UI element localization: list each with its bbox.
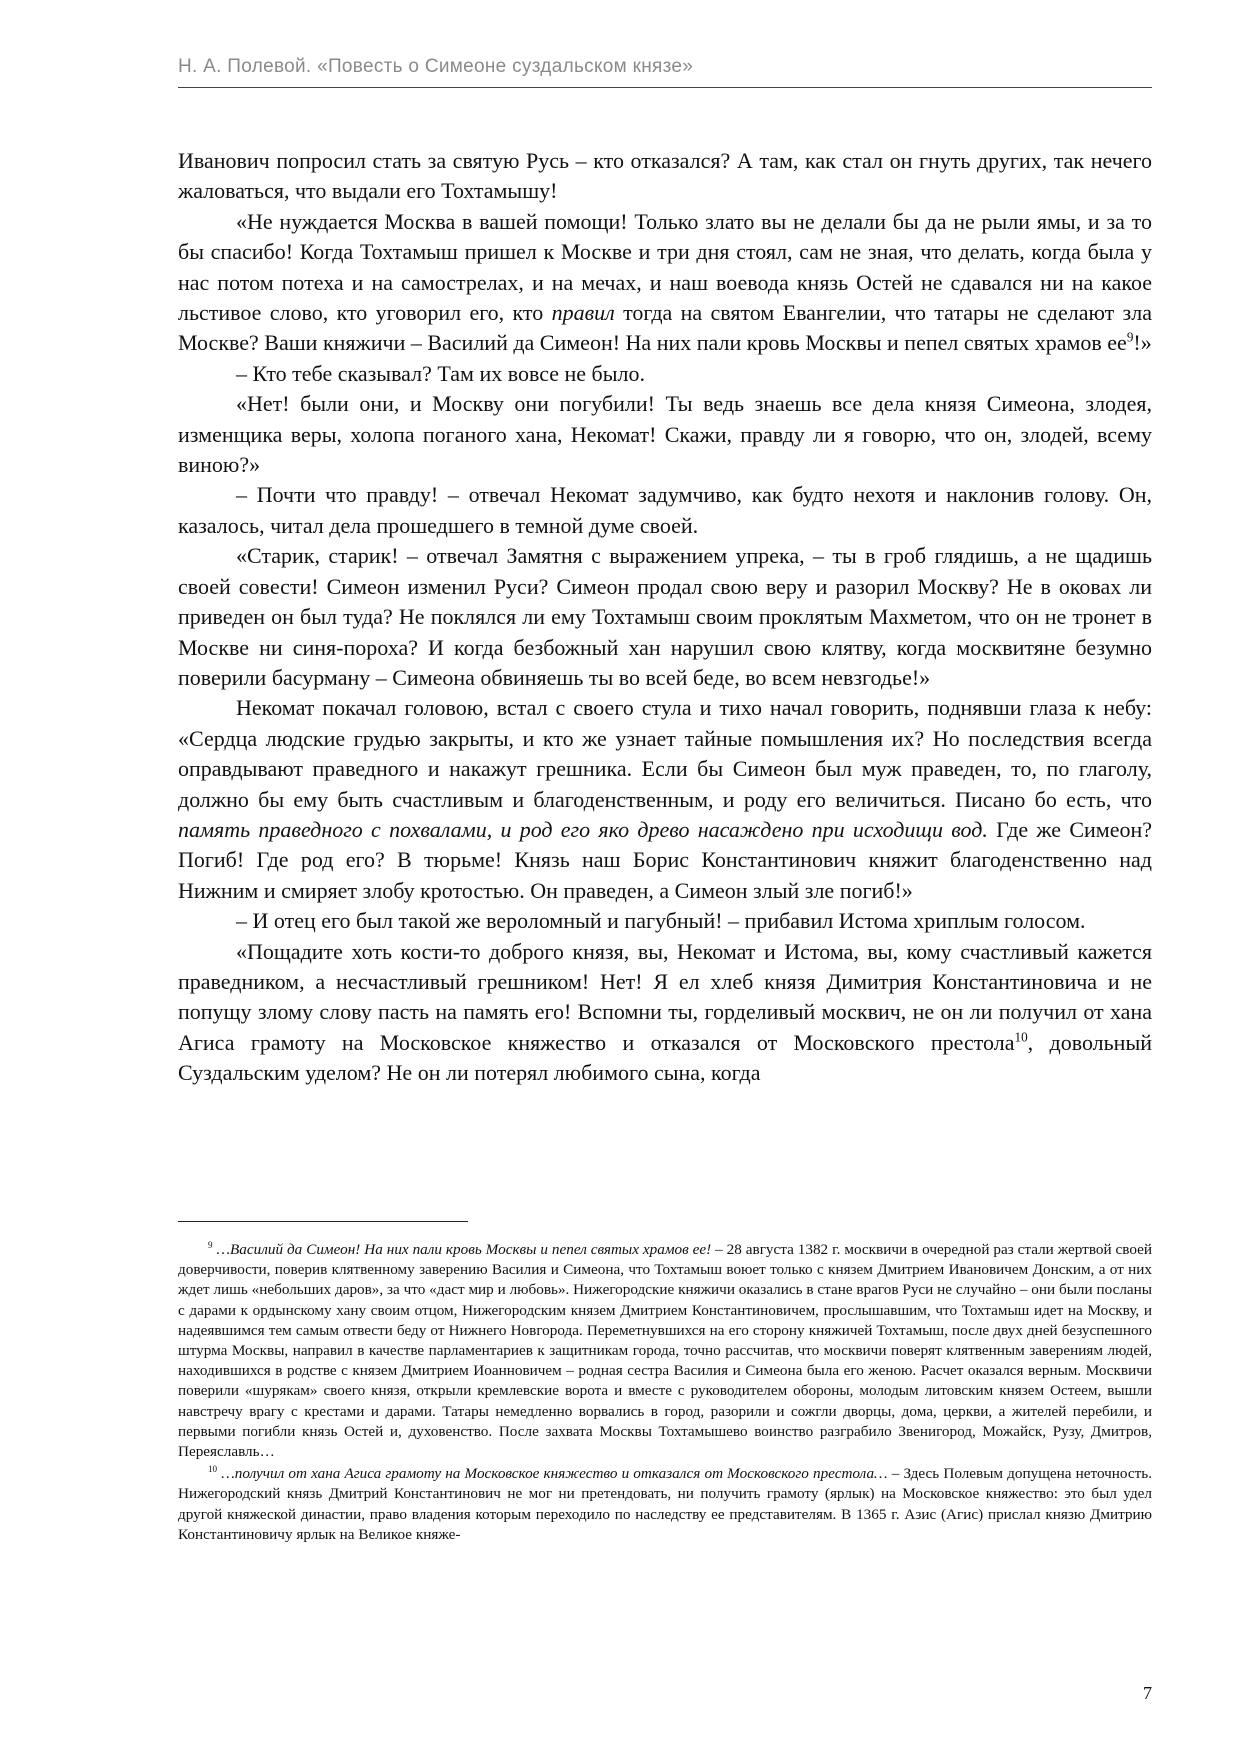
paragraph-text: – Почти что правду! – отвечал Некомат задумчиво, как будто нехотя и наклонив голову. Он, казалось, читал дела прошедшего в темной думе своей.	[178, 482, 1152, 538]
footnote-10	[178, 1464, 1152, 1545]
footnote-quote: …получил от хана Агиса грамоту на Московское княжество и отказался от Московского престола…	[221, 1465, 888, 1483]
paragraph	[178, 207, 1152, 359]
paragraph-text: – И отец его был такой же вероломный и пагубный! – прибавил Истома хриплым голосом.	[236, 908, 1086, 934]
paragraph	[178, 906, 1152, 936]
footnotes	[178, 1240, 1152, 1547]
footnote-ref-10[interactable]: 10	[1014, 1029, 1028, 1045]
paragraph-text: «Старик, старик! – отвечал Замятня с выражением упрека, – ты в гроб глядишь, а не щадишь своей совести! Симеон изменил Руси? Симеон продал свою веру и разорил Москву? Не в оковах ли приведен он был туда? Не поклялся ли ему Тохтамыш своим проклятым Махметом, что он не тронет в Москве ни синя-пороха? И когда безбожный хан нарушил свою клятву, когда москвитяне безумно поверили басурману – Симеона обвиняешь ты во всей беде, во всем невзгодье!»	[178, 543, 1152, 690]
paragraph-text: !»	[1133, 330, 1152, 356]
footnote-text: – 28 августа 1382 г. москвичи в очередной раз стали жертвой своей доверчивости, поверив клятвенному заверению Василия и Симеона, что Тохтамыш воюет только с князем Дмитрием Ивановичем Донским, а от них ждет лишь «небольших даров», за что «даст мир и любовь». Нижегородские княжичи оказались в стане врагов Руси не случайно – они были посланы с дарами к ордынскому хану своим отцом, Нижегородским князем Дмитрием Константиновичем, прослышавшим, что Тохтамыш идет на Москву, и надеявшимся тем самым отвести беду от Нижнего Новгорода. Переметнувшихся на его сторону княжичей Тохтамыш, после двух дней безуспешного штурма Москвы, направил в качестве парламентариев к защитникам города, точно рассчитав, что москвичи поверят клятвенным заверениям людей, находившихся в родстве с князем Дмитрием Иоанновичем – родная сестра Василия и Симеона была его женою. Расчет оказался верным. Москвичи поверили «шурякам» своего князя, открыли кремлевские ворота и вместе с руководителем обороны, молодым литовским князем Остеем, вышли навстречу врагу с крестами и дарами. Татары немедленно ворвались в город, разорили и сожгли дворцы, дома, церкви, а жителей перебили, и первыми погибли князь Остей и, духовенство. После захвата Москвы Тохтамышево воинство разграбило Звенигород, Можайск, Рузу, Дмитров, Переяславль…	[178, 1241, 1153, 1461]
footnote-number: 10	[208, 1464, 218, 1475]
paragraph-text: Иванович попросил стать за святую Русь – кто отказался? А там, как стал он гнуть других, так нечего жаловаться, что выдали его Тохтамышу!	[178, 148, 1152, 204]
paragraph-text: тогда на святом Евангелии, что татары не сделают зла Москве? Ваши княжичи – Василий да Симеон! На них пали кровь Москвы и пепел святых храмов ее	[178, 300, 1152, 356]
paragraph	[178, 480, 1152, 541]
paragraph-text: Где же Симеон? Погиб! Где род его? В тюрьме! Князь наш Борис Константинович княжит благоденственно над Нижним и смиряет злобу кротостью. Он праведен, а Симеон злый зле погиб!»	[178, 816, 1152, 903]
footnote-number: 9	[208, 1239, 213, 1250]
header-rule	[178, 87, 1152, 88]
footnote-text: – Здесь Полевым допущена неточность. Нижегородский князь Дмитрий Константинович не мог ни претендовать, ни получить грамоту (ярлык) на Московское княжество: это был удел другой княжеской династии, право владения которым переходило по наследству ее представителям. В 1365 г. Азис (Агис) прислал князю Дмитрию Константиновичу ярлык на Великое княже-	[178, 1465, 1153, 1543]
paragraph	[178, 146, 1152, 207]
page-number: 7	[1143, 1683, 1152, 1703]
paragraph	[178, 389, 1152, 480]
footnote-9	[178, 1240, 1152, 1462]
paragraph-text: , довольный Суздальским уделом? Не он ли потерял любимого сына, когда	[178, 1029, 1152, 1086]
paragraph	[178, 541, 1152, 693]
footnote-rule	[178, 1221, 468, 1222]
paragraph-text: «Не нуждается Москва в вашей помощи! Только злато вы не делали бы да не рыли ямы, и за то бы спасибо! Когда Тохтамыш пришел к Москве и три дня стоял, сам не зная, что делать, когда была у нас потом потеха и на самострелах, и на мечах, и наш воевода князь Остей не сдавался ни на какое льстивое слово, кто уговорил его, кто	[178, 208, 1152, 326]
paragraph	[178, 693, 1152, 906]
paragraph-text: «Пощадите хоть кости-то доброго князя, вы, Некомат и Истома, вы, кому счастливый кажется праведником, а несчастливый грешником! Нет! Я ел хлеб князя Димитрия Константиновича и не попущу злому слову пасть на память его! Вспомни ты, горделивый москвич, не он ли получил от хана Агиса грамоту на Московское княжество и отказался от Московского престола	[178, 938, 1152, 1055]
paragraph-text: Некомат покачал головою, встал с своего стула и тихо начал говорить, поднявши глаза к небу: «Сердца людские грудью закрыты, и кто же узнает тайные помышления их? Но последствия всегда оправдывают праведного и накажут грешника. Если бы Симеон был муж праведен, то, по глаголу, должно бы ему быть счастливым и благоденственным, и роду его величиться. Писано бо есть, что	[178, 695, 1152, 812]
paragraph-text: – Кто тебе сказывал? Там их вовсе не было.	[236, 360, 645, 386]
paragraph	[178, 937, 1152, 1089]
running-header: Н. А. Полевой. «Повесть о Симеоне суздальском князе»	[178, 56, 694, 77]
paragraph	[178, 359, 1152, 389]
main-text	[178, 146, 1152, 1089]
italic-text: правил	[551, 300, 615, 326]
paragraph-text: «Нет! были они, и Москву они погубили! Ты ведь знаешь все дела князя Симеона, злодея, изменщика веры, холопа поганого хана, Некомат! Скажи, правду ли я говорю, что он, злодей, всему виною?»	[178, 391, 1152, 478]
footnote-ref-9[interactable]: 9	[1126, 330, 1134, 346]
italic-text: память праведного с похвалами, и род его яко древо насаждено при исходищи вод.	[178, 816, 988, 842]
footnote-quote: …Василий да Симеон! На них пали кровь Москвы и пепел святых храмов ее!	[216, 1241, 712, 1258]
